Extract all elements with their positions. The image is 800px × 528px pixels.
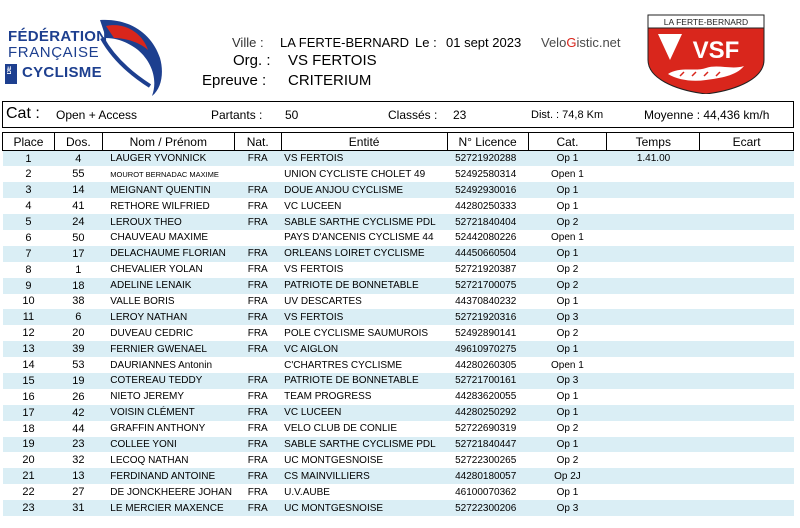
distance: Dist. : 74,8 Km (531, 109, 604, 121)
cell-nationalite: FRA (234, 151, 281, 167)
cell-temps (607, 166, 700, 182)
table-row (3, 182, 794, 198)
cell-dossard: 20 (54, 325, 102, 341)
cell-licence: 52492930016 (447, 182, 528, 198)
vsf-top-text: LA FERTE-BERNARD (663, 17, 749, 27)
vsf-initials: VSF (692, 37, 740, 64)
cell-nom-prenom: CHAUVEAU MAXIME (102, 230, 234, 246)
epreuve-label: Epreuve : (202, 72, 267, 89)
cell-categorie: Op 1 (528, 182, 607, 198)
table-row (3, 325, 794, 341)
cell-nom-prenom: CHEVALIER YOLAN (102, 262, 234, 278)
cell-nationalite: FRA (234, 246, 281, 262)
cell-dossard: 4 (54, 151, 102, 167)
cell-entite: UV DESCARTES (281, 294, 447, 310)
table-row (3, 405, 794, 421)
table-row (3, 500, 794, 516)
column-header-licence: N° Licence (447, 133, 528, 151)
cell-temps (607, 325, 700, 341)
cell-categorie: Op 2 (528, 262, 607, 278)
cell-nationalite (234, 230, 281, 246)
cell-licence: 52722300206 (447, 500, 528, 516)
cell-nom-prenom: COTEREAU TEDDY (102, 373, 234, 389)
cell-ecart (700, 468, 794, 484)
column-header-dossard: Dos. (54, 133, 102, 151)
cell-temps (607, 230, 700, 246)
cell-categorie: Op 2 (528, 421, 607, 437)
cell-nationalite: FRA (234, 325, 281, 341)
cell-nom-prenom: LEROUX THEO (102, 214, 234, 230)
cell-categorie: Op 1 (528, 198, 607, 214)
cell-dossard: 19 (54, 373, 102, 389)
cell-place: 16 (3, 389, 55, 405)
cell-nationalite: FRA (234, 341, 281, 357)
cell-ecart (700, 500, 794, 516)
cell-entite: PATRIOTE DE BONNETABLE (281, 373, 447, 389)
table-row (3, 278, 794, 294)
cell-entite: UNION CYCLISTE CHOLET 49 (281, 166, 447, 182)
cell-nationalite: FRA (234, 182, 281, 198)
column-header-place: Place (3, 133, 55, 151)
cell-entite: POLE CYCLISME SAUMUROIS (281, 325, 447, 341)
cell-ecart (700, 246, 794, 262)
column-header-entite: Entité (281, 133, 447, 151)
cell-temps (607, 437, 700, 453)
cell-nom-prenom: FERDINAND ANTOINE (102, 468, 234, 484)
cell-temps (607, 484, 700, 500)
cell-entite: UC MONTGESNOISE (281, 500, 447, 516)
cell-ecart (700, 294, 794, 310)
cell-nationalite: FRA (234, 294, 281, 310)
cell-place: 3 (3, 182, 55, 198)
cell-temps (607, 278, 700, 294)
cell-dossard: 17 (54, 246, 102, 262)
cell-ecart (700, 484, 794, 500)
partants-value: 50 (285, 108, 299, 122)
cell-nom-prenom: LE MERCIER MAXENCE (102, 500, 234, 516)
cell-licence: 44283620055 (447, 389, 528, 405)
cell-dossard: 50 (54, 230, 102, 246)
classes-label: Classés : (388, 108, 438, 122)
date-value: 01 sept 2023 (446, 35, 522, 50)
federation-line2: FRANÇAISE (8, 44, 100, 61)
table-row (3, 421, 794, 437)
column-header-ecart: Ecart (700, 133, 794, 151)
cell-nationalite: FRA (234, 214, 281, 230)
cell-ecart (700, 278, 794, 294)
cell-nationalite: FRA (234, 468, 281, 484)
cell-dossard: 53 (54, 357, 102, 373)
cell-dossard: 23 (54, 437, 102, 453)
table-row (3, 262, 794, 278)
cell-entite: VELO CLUB DE CONLIE (281, 421, 447, 437)
cell-dossard: 27 (54, 484, 102, 500)
cell-licence: 52721700075 (447, 278, 528, 294)
cell-entite: SABLE SARTHE CYCLISME PDL (281, 437, 447, 453)
cell-entite: VC LUCEEN (281, 405, 447, 421)
cell-ecart (700, 214, 794, 230)
cell-place: 1 (3, 151, 55, 167)
table-row (3, 309, 794, 325)
federation-line1: FÉDÉRATION (8, 28, 108, 45)
category-bar (2, 101, 794, 128)
cell-place: 12 (3, 325, 55, 341)
cell-categorie: Op 1 (528, 151, 607, 167)
cell-nom-prenom: LAUGER YVONNICK (102, 151, 234, 167)
cell-licence: 52721920387 (447, 262, 528, 278)
cell-nationalite: FRA (234, 278, 281, 294)
cell-categorie: Op 1 (528, 389, 607, 405)
cell-ecart (700, 182, 794, 198)
cell-nom-prenom: DAURIANNES Antonin (102, 357, 234, 373)
epreuve-value: CRITERIUM (288, 72, 372, 89)
cell-licence: 44450660504 (447, 246, 528, 262)
ville-label: Ville : (232, 35, 264, 50)
cell-dossard: 31 (54, 500, 102, 516)
cell-licence: 52722300265 (447, 452, 528, 468)
cell-place: 14 (3, 357, 55, 373)
cell-categorie: Op 2 (528, 325, 607, 341)
cell-temps (607, 246, 700, 262)
cell-temps (607, 198, 700, 214)
cell-nom-prenom: MOUROT BERNADAC MAXIME (102, 166, 234, 182)
cell-ecart (700, 373, 794, 389)
cell-dossard: 42 (54, 405, 102, 421)
column-header-nom-prenom: Nom / Prénom (102, 133, 234, 151)
cell-dossard: 18 (54, 278, 102, 294)
cell-categorie: Op 2J (528, 468, 607, 484)
cell-place: 9 (3, 278, 55, 294)
table-row (3, 389, 794, 405)
cell-entite: ORLEANS LOIRET CYCLISME (281, 246, 447, 262)
cell-temps (607, 373, 700, 389)
cell-categorie: Op 1 (528, 484, 607, 500)
org-label: Org. : (233, 52, 271, 69)
cell-dossard: 41 (54, 198, 102, 214)
cell-nationalite: FRA (234, 262, 281, 278)
cell-entite: VS FERTOIS (281, 309, 447, 325)
cell-dossard: 14 (54, 182, 102, 198)
table-row (3, 484, 794, 500)
cell-place: 5 (3, 214, 55, 230)
column-header-nationalite: Nat. (234, 133, 281, 151)
table-row (3, 341, 794, 357)
cell-nom-prenom: FERNIER GWENAEL (102, 341, 234, 357)
cell-dossard: 1 (54, 262, 102, 278)
cell-place: 21 (3, 468, 55, 484)
cell-temps (607, 341, 700, 357)
cell-dossard: 39 (54, 341, 102, 357)
column-header-temps: Temps (607, 133, 700, 151)
cell-categorie: Op 2 (528, 214, 607, 230)
cell-ecart (700, 421, 794, 437)
cell-nationalite: FRA (234, 373, 281, 389)
table-row (3, 198, 794, 214)
cell-nom-prenom: GRAFFIN ANTHONY (102, 421, 234, 437)
cell-nom-prenom: DELACHAUME FLORIAN (102, 246, 234, 262)
cell-temps (607, 452, 700, 468)
cell-nationalite: FRA (234, 500, 281, 516)
table-row (3, 166, 794, 182)
table-row (3, 373, 794, 389)
cell-ecart (700, 389, 794, 405)
cell-temps (607, 182, 700, 198)
table-row (3, 357, 794, 373)
table-row (3, 246, 794, 262)
table-row (3, 151, 794, 167)
cell-place: 19 (3, 437, 55, 453)
ville-value: LA FERTE-BERNARD (280, 35, 410, 50)
cell-temps: 1.41.00 (607, 151, 700, 167)
cell-entite: VS FERTOIS (281, 151, 447, 167)
cell-temps (607, 214, 700, 230)
cell-temps (607, 389, 700, 405)
cell-licence: 49610970275 (447, 341, 528, 357)
results-table (2, 132, 794, 516)
cell-licence: 52442080226 (447, 230, 528, 246)
cell-nom-prenom: ADELINE LENAIK (102, 278, 234, 294)
cell-licence: 52721920316 (447, 309, 528, 325)
cell-nom-prenom: VALLE BORIS (102, 294, 234, 310)
cell-ecart (700, 309, 794, 325)
cell-entite: VC AIGLON (281, 341, 447, 357)
cell-categorie: Op 1 (528, 437, 607, 453)
cell-entite: VS FERTOIS (281, 262, 447, 278)
cell-place: 20 (3, 452, 55, 468)
org-value: VS FERTOIS (288, 52, 377, 69)
cell-dossard: 55 (54, 166, 102, 182)
cell-categorie: Op 1 (528, 341, 607, 357)
cell-ecart (700, 437, 794, 453)
cell-ecart (700, 166, 794, 182)
cell-dossard: 24 (54, 214, 102, 230)
cell-licence: 44280250333 (447, 198, 528, 214)
results-body (3, 151, 794, 516)
cell-ecart (700, 262, 794, 278)
classes-value: 23 (453, 108, 467, 122)
cell-ecart (700, 357, 794, 373)
cell-entite: UC MONTGESNOISE (281, 452, 447, 468)
cell-dossard: 38 (54, 294, 102, 310)
cell-nom-prenom: DUVEAU CEDRIC (102, 325, 234, 341)
table-row (3, 452, 794, 468)
cell-temps (607, 262, 700, 278)
cell-ecart (700, 230, 794, 246)
cell-nom-prenom: VOISIN CLÉMENT (102, 405, 234, 421)
cell-licence: 44280260305 (447, 357, 528, 373)
cell-ecart (700, 452, 794, 468)
cell-place: 6 (3, 230, 55, 246)
cell-categorie: Op 1 (528, 294, 607, 310)
cell-licence: 44370840232 (447, 294, 528, 310)
cell-licence: 52492580314 (447, 166, 528, 182)
cell-categorie: Open 1 (528, 166, 607, 182)
cell-categorie: Open 1 (528, 357, 607, 373)
cell-place: 17 (3, 405, 55, 421)
cat-label: Cat : (6, 105, 40, 122)
cell-entite: U.V.AUBE (281, 484, 447, 500)
cell-dossard: 6 (54, 309, 102, 325)
velogistic-brand: VeloGistic.net (541, 35, 621, 50)
date-label: Le : (415, 35, 437, 50)
cell-nom-prenom: NIETO JEREMY (102, 389, 234, 405)
cell-place: 7 (3, 246, 55, 262)
cell-licence: 52492890141 (447, 325, 528, 341)
cell-licence: 52721840404 (447, 214, 528, 230)
cell-nationalite: FRA (234, 309, 281, 325)
cell-dossard: 44 (54, 421, 102, 437)
cat-value: Open + Access (56, 108, 138, 122)
cell-temps (607, 405, 700, 421)
cell-nom-prenom: MEIGNANT QUENTIN (102, 182, 234, 198)
cell-place: 23 (3, 500, 55, 516)
cell-categorie: Open 1 (528, 230, 607, 246)
federation-de: DE (7, 66, 13, 75)
cell-nationalite: FRA (234, 452, 281, 468)
cell-place: 8 (3, 262, 55, 278)
cell-categorie: Op 2 (528, 452, 607, 468)
cell-categorie: Op 3 (528, 500, 607, 516)
cell-ecart (700, 198, 794, 214)
cell-temps (607, 421, 700, 437)
cell-ecart (700, 405, 794, 421)
cell-licence: 46100070362 (447, 484, 528, 500)
cell-place: 4 (3, 198, 55, 214)
cell-nationalite (234, 357, 281, 373)
federation-line3: CYCLISME (22, 64, 102, 81)
vsf-club-logo (640, 14, 770, 94)
cell-place: 22 (3, 484, 55, 500)
cell-place: 18 (3, 421, 55, 437)
table-row (3, 214, 794, 230)
cell-temps (607, 500, 700, 516)
cell-licence: 44280180057 (447, 468, 528, 484)
cell-dossard: 32 (54, 452, 102, 468)
cell-licence: 44280250292 (447, 405, 528, 421)
table-row (3, 230, 794, 246)
cell-temps (607, 309, 700, 325)
cell-dossard: 26 (54, 389, 102, 405)
cell-nom-prenom: COLLEE YONI (102, 437, 234, 453)
cell-nationalite: FRA (234, 421, 281, 437)
cell-ecart (700, 325, 794, 341)
cell-nationalite: FRA (234, 198, 281, 214)
cell-nationalite (234, 166, 281, 182)
cell-place: 2 (3, 166, 55, 182)
cell-nom-prenom: LEROY NATHAN (102, 309, 234, 325)
cell-entite: CS MAINVILLIERS (281, 468, 447, 484)
column-header-categorie: Cat. (528, 133, 607, 151)
cell-categorie: Op 3 (528, 373, 607, 389)
cell-ecart (700, 151, 794, 167)
cell-categorie: Op 1 (528, 405, 607, 421)
cell-dossard: 13 (54, 468, 102, 484)
cell-categorie: Op 2 (528, 278, 607, 294)
cell-entite: DOUE ANJOU CYCLISME (281, 182, 447, 198)
cell-entite: SABLE SARTHE CYCLISME PDL (281, 214, 447, 230)
cell-temps (607, 357, 700, 373)
cell-nationalite: FRA (234, 405, 281, 421)
cell-place: 11 (3, 309, 55, 325)
table-header-row (3, 133, 794, 151)
cell-place: 13 (3, 341, 55, 357)
cell-nom-prenom: RETHORE WILFRIED (102, 198, 234, 214)
cell-licence: 52721840447 (447, 437, 528, 453)
cell-nom-prenom: DE JONCKHEERE JOHAN (102, 484, 234, 500)
table-row (3, 294, 794, 310)
cell-entite: TEAM PROGRESS (281, 389, 447, 405)
table-row (3, 437, 794, 453)
cell-entite: PAYS D'ANCENIS CYCLISME 44 (281, 230, 447, 246)
table-row (3, 468, 794, 484)
cell-temps (607, 294, 700, 310)
cell-licence: 52721920288 (447, 151, 528, 167)
cell-categorie: Op 1 (528, 246, 607, 262)
cell-place: 10 (3, 294, 55, 310)
cell-categorie: Op 3 (528, 309, 607, 325)
cell-entite: VC LUCEEN (281, 198, 447, 214)
cell-nationalite: FRA (234, 389, 281, 405)
cell-place: 15 (3, 373, 55, 389)
cell-nom-prenom: LECOQ NATHAN (102, 452, 234, 468)
cell-licence: 52722690319 (447, 421, 528, 437)
cell-licence: 52721700161 (447, 373, 528, 389)
partants-label: Partants : (211, 108, 263, 122)
cell-entite: C'CHARTRES CYCLISME (281, 357, 447, 373)
moyenne: Moyenne : 44,436 km/h (644, 108, 770, 122)
cell-ecart (700, 341, 794, 357)
cell-entite: PATRIOTE DE BONNETABLE (281, 278, 447, 294)
cell-temps (607, 468, 700, 484)
cell-nationalite: FRA (234, 437, 281, 453)
cell-nationalite: FRA (234, 484, 281, 500)
